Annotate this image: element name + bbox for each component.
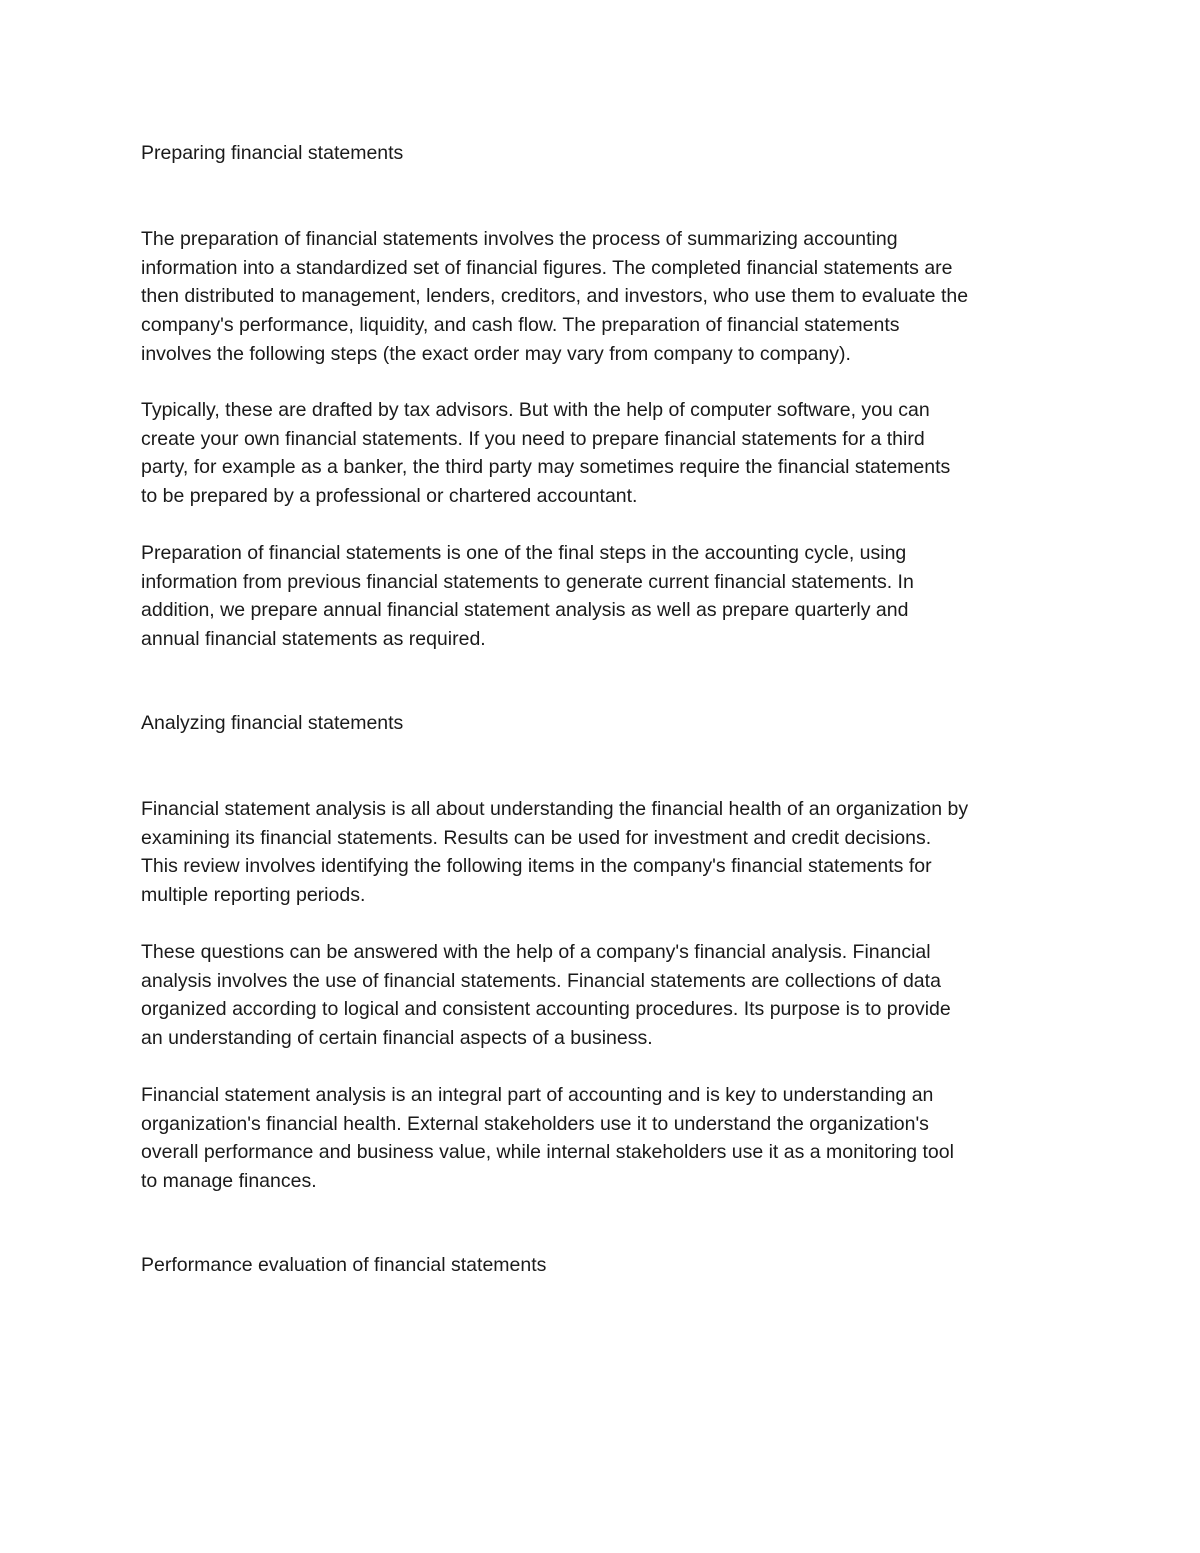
text-line: information into a standardized set of financial figures. The completed financial statements are <box>141 256 953 279</box>
text-line: then distributed to management, lenders, creditors, and investors, who use them to evaluate the <box>141 285 969 308</box>
text-line: involves the following steps (the exact order may vary from company to company). <box>141 342 851 365</box>
text-line: organization's financial health. External stakeholders use it to understand the organization's <box>141 1112 929 1135</box>
text-line: information from previous financial statements to generate current financial statements. In <box>141 570 914 593</box>
text-line: This review involves identifying the following items in the company's financial statements for <box>141 855 932 878</box>
section-heading-performance: Performance evaluation of financial statements <box>141 1254 547 1276</box>
text-line: The preparation of financial statements involves the process of summarizing accounting <box>141 228 898 250</box>
paragraph-integral-part <box>141 1081 1076 1196</box>
text-line: These questions can be answered with the help of a company's financial analysis. Financial <box>141 941 931 963</box>
section-heading-analyzing: Analyzing financial statements <box>141 712 404 734</box>
text-line: overall performance and business value, while internal stakeholders use it as a monitoring tool <box>141 1141 954 1164</box>
paragraph-questions <box>141 938 1076 1053</box>
text-line: Preparation of financial statements is one of the final steps in the accounting cycle, using <box>141 542 907 564</box>
text-line: analysis involves the use of financial statements. Financial statements are collections of data <box>141 969 941 992</box>
text-line: examining its financial statements. Results can be used for investment and credit decisions. <box>141 826 932 849</box>
text-line: to manage finances. <box>141 1170 317 1193</box>
paragraph-accounting-cycle <box>141 539 1076 654</box>
text-line: addition, we prepare annual financial statement analysis as well as prepare quarterly and <box>141 599 909 622</box>
text-line: Typically, these are drafted by tax advisors. But with the help of computer software, you can <box>141 399 930 421</box>
section-heading-preparing: Preparing financial statements <box>141 142 404 164</box>
text-line: Financial statement analysis is an integral part of accounting and is key to understanding an <box>141 1084 934 1106</box>
text-line: Financial statement analysis is all about understanding the financial health of an organization by <box>141 798 969 820</box>
text-line: organized according to logical and consistent accounting procedures. Its purpose is to provide <box>141 998 951 1021</box>
paragraph-preparation-intro <box>141 225 1076 368</box>
text-line: company's performance, liquidity, and cash flow. The preparation of financial statements <box>141 314 900 337</box>
text-line: an understanding of certain financial aspects of a business. <box>141 1027 653 1050</box>
paragraph-tax-advisors <box>141 396 1076 511</box>
text-line: create your own financial statements. If you need to prepare financial statements for a third <box>141 427 925 450</box>
paragraph-analysis-intro <box>141 795 1076 910</box>
text-line: party, for example as a banker, the third party may sometimes require the financial statements <box>141 456 951 479</box>
text-line: to be prepared by a professional or chartered accountant. <box>141 485 638 508</box>
text-line: multiple reporting periods. <box>141 884 366 907</box>
text-line: annual financial statements as required. <box>141 628 486 651</box>
